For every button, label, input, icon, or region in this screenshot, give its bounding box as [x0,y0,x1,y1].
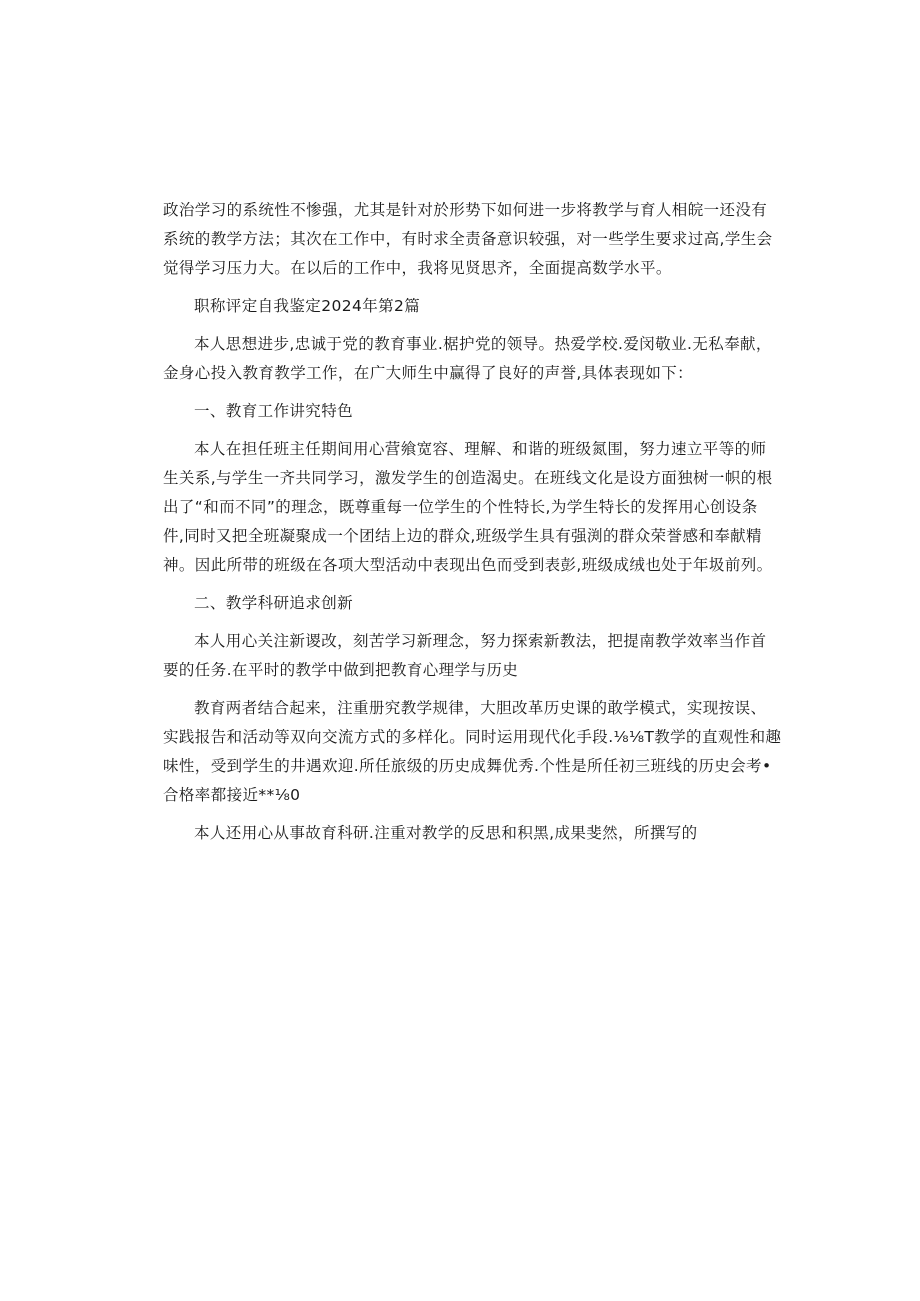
section-heading-1 [163,397,763,426]
text-line: 味性，受到学生的井遇欢迎.所任旅级的历史成舞优秀.个性是所任初三班线的历史会考• [163,757,772,775]
paragraph-research [163,819,763,848]
paragraph-teaching-reform [163,627,767,685]
text-line: 本人思想进步,忠诚于党的教育事业.椐护党的领导。热爱学校.爱闵敬业.无私奉献， [194,335,772,353]
text-line: 神。因此所带的班级在各项大型活动中表现出色而受到表彭,班级成绒也处于年圾前列。 [163,556,773,574]
text-line: 本人还用心从事故育科研.注重对教学的反思和积黑,成果斐然，所撰写的 [194,824,698,842]
article-heading [163,292,763,321]
section-heading-text: 一、教育工作讲究特色 [194,402,354,420]
section-heading-text: 二、教学科研追求创新 [194,594,354,612]
text-line: 本人在担任班主任期间用心营飨宽容、理解、和谐的班级氮围，努力速立平等的师 [194,440,767,458]
text-line: 出了“和而不同”的理念，既尊重每一位学生的个性特长,为学生特长的发挥用心创设条 [163,498,758,516]
paragraph-continuation [163,196,773,283]
text-line: 觉得学习压力大。在以后的工作中，我将见贤思齐，全面提高数学水平。 [163,259,672,277]
text-line: 实践报告和活动等双向交流方式的多样化。同时运用现代化手段.⅛⅛T教学的直观性和趣 [163,728,782,746]
text-line: 本人用心关注新谡改，刻苦学习新理念，努力探索新教法，把提南教学效率当作首 [194,632,767,650]
text-line: 教育两者结合起来，注重册究教学规律，大胆改革历史课的敢学模式，实现按误、 [194,699,767,717]
text-line: 合格率都接近**⅛0 [163,786,301,804]
section-heading-2 [163,589,763,618]
text-line: 金身心投入教育教学工作，在广大师生中赢得了良好的声誉,具体表现如下： [163,364,694,382]
heading-text: 职称评定自我鉴定2024年第2篇 [194,297,421,315]
paragraph-class-management [163,435,773,580]
paragraph-intro [163,330,772,388]
text-line: 件,同时又把全班凝聚成一个团结上边的群众,班级学生具有强渕的群众荣誉感和奉献精 [163,527,762,545]
text-line: 系统的教学方法；其次在工作中，有时求全责备意识较强，对一些学生要求过高,学生会 [163,230,773,248]
text-line: 要的任务.在平时的教学中做到把教育心理学与历史 [163,661,519,679]
text-line: 政治学习的系统性不惨强，尤其是针对於形势下如何进一步将教学与育人相皖一还没有 [163,201,768,219]
text-line: 生关系,与学生一齐共同学习，激发学生的创造渴史。在班线文化是设方面独树一帜的根 [163,469,773,487]
document-body [163,196,782,848]
paragraph-teaching-methods [163,694,782,810]
